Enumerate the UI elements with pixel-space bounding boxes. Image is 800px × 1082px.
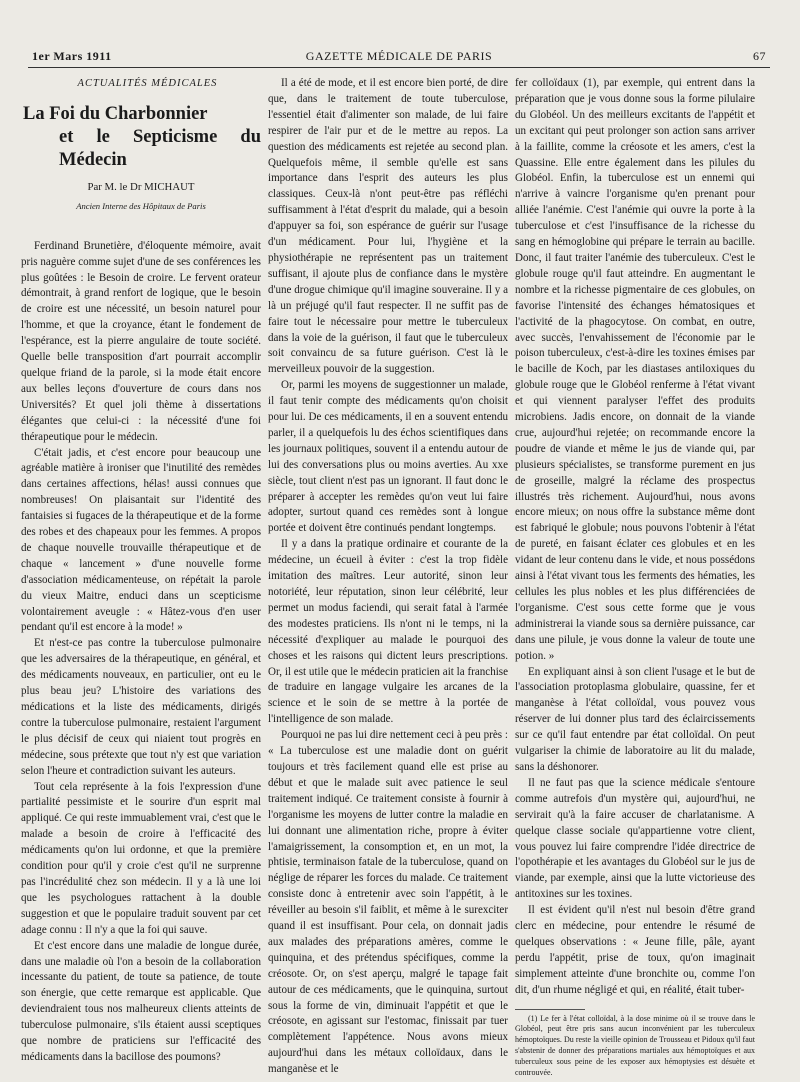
article-title [21,103,261,172]
column-1 [21,76,261,1066]
column-2 [268,76,508,1078]
footnote: (1) Le fer à l'état colloïdal, à la dose minime où il se trouve dans le Globéol, peut être pris sans aucun inconvénient par les tuberculeux hémoptoïques. Du reste la vieille opinion de Trousseau et Pidoux qu'il faut s'abstenir de donner des préparations martiales aux hémoptoïques et aux tuberculeux sous peine de les exposer aux hémoptysies est désuète et controuvée. [515,1013,755,1077]
paragraph: Ferdinand Brunetière, d'éloquente mémoire, avait pris naguère comme sujet d'une de ses conférences les plus goûtées : le Besoin de croire. Le fervent orateur démontrait, à grand renfort de logique, que le besoin de croire est une nécessité, un besoin naturel pour l'homme, et que la croyance, étant le fondement de l'espérance, est la pierre angulaire de toute société. Quelle belle transposition d'art pourrait accomplir quelque friand de la parole, si la mode était encore aux belles leçons d'ouverture de cours dans nos Universités? Et quel joli thème à dissertations élégantes que celui-ci : la nécessité d'une foi thérapeutique pour le médecin. [21,239,261,443]
header-rule [28,67,770,68]
paragraph: En expliquant ainsi à son client l'usage et le but de l'association protoplasma globulaire, quassine, fer et manganèse à l'état colloïdal, vous pouvez vous réserver de lui donner plus tard des éclaircissements sur ce qu'il faut entendre par état colloïdal. On peut vulgariser la chimie de laboratoire au lit du malade, sans la déshonorer. [515,665,755,773]
paragraph: C'était jadis, et c'est encore pour beaucoup une agréable matière à ironiser que l'inutilité des remèdes dans certaines affections, hélas! aussi connues que nombreuses! On plaisantait sur l'identité des fantaisies si fugaces de la thérapeutique et de la forme des robes et des chapeaux pour les femmes. A propos de chaque nouvelle trouvaille thérapeutique et de chaque « lancement » d'une nouvelle forme d'association médicamenteuse, on répétait la parole du vieux Maitre, enduci dans un scepticisme volontairement aveugle : « Hâtez-vous d'en user pendant qu'il est encore à la mode! » [21,446,261,634]
paragraph: Il ne faut pas que la science médicale s'entoure comme autrefois d'un mystère qui, aujourd'hui, ne servirait qu'à la faire accuser de charlatanisme. A quelque classe sociale qu'appartienne votre client, vous pouvez lui faire comprendre l'idée directrice de l'opothérapie et les avantages du Globéol sur le jus de viande, par exemple, ainsi que la lutte victorieuse des antitoxines sur les toxines. [515,776,755,901]
footnote-rule [515,1009,585,1010]
paragraph: Il y a dans la pratique ordinaire et courante de la médecine, un écueil à éviter : c'est la trop fidèle imitation des maîtres. Leur autorité, sinon leur notoriété, leur réputation, sinon leur célébrité, leur permet un modus faciendi, qui serait fatal à l'armée des modestes praticiens. Ils n'ont ni le temps, ni la nécessité d'expliquer au malade le pourquoi des choses et les raisons qui dictent leurs prescriptions. Or, il est utile que le médecin praticien ait la franchise de traduire en langage vulgaire les arcanes de la science et le soin de se mettre à la portée de l'intelligence de son malade. [268,538,508,726]
paragraph: Et c'est encore dans une maladie de longue durée, dans une maladie où l'on a besoin de la collaboration incessante du patient, de toute sa patience, de toute son énergie, que cette remarque est applicable. Que deviendraient tous nos malheureux clients atteints de tuberculose pulmonaire, s'ils étaient aussi sceptiques que nombre de praticiens sur l'efficacité des médicaments dans la bacillose des poumons? [21,939,261,1063]
running-header [28,49,770,67]
paragraph: Tout cela représente à la fois l'expression d'une partialité pessimiste et le sourire d'un esprit mal appliqué. Ce qui reste immuablement vrai, c'est que le malade a besoin de croire à l'efficacité des médicaments qu'on lui ordonne, et que la première condition pour qu'il y croie c'est qu'il ne surprenne pas l'incrédulité chez son médecin. Il y a là une loi que les psychologues rattachent à la double suggestion et que le populaire traduit souvent par cet adage connu : Il n'y a que la foi qui sauve. [21,780,261,936]
paragraph: fer colloïdaux (1), par exemple, qui entrent dans la préparation que je vous donne sous la forme pilulaire du Globéol. Un des meilleurs excitants de l'appétit et un excitant qui peut prolonger son action sans arriver à la faillite, comme la créosote et les amers, c'est la Quassine. Elle entre également dans les pilules du Globéol. Enfin, la tuberculose est un ennemi qui n'arrive à vaincre l'organisme qu'en prenant pour alliée l'anémie. C'est l'anémie qui ouvre la porte à la tuberculose et c'est l'insuffisance de la richesse du sang en hémoglobine qui prépare le terrain au bacille. Donc, il faut traiter l'anémie des tuberculeux. C'est le globule rouge qu'il faut atteindre. En augmentant le nombre et la richesse pigmentaire de ces globules, on favorise l'intensité des échanges hématosiques et l'activité de la phagocytose. On combat, en outre, avec succès, l'envahissement de l'économie par le poison tuberculeux, c'est-à-dire les toxines émises par le bacille de Koch, par les diastases antiloxiques du globule rouge que le Globéol renferme à l'état vivant et qui viennent paralyser l'effet des produits microbiens. Jadis encore, on donnait de la viande crue, aujourd'hui rejetée; on recommande encore la poudre de viande et même le jus de viande qui, par plusieurs spécialistes, se transforme purement en jus de groseille, malgré la réclame des prospectus illustrés très richement. Aujourd'hui, nous avons encore mieux; on nous offre la substance même dont est fabriqué le globule; nous pouvons l'obtenir à l'état de pureté, en faisant éclater ces globules et en les vidant de leur contenu dans le vide, et nous possédons ainsi à l'état vivant tous les ferments des hématies, les cellules les plus nobles et les plus différenciées de l'organisme. C'est sous cette forme que je vous administrerai la viande sous sa dernière puissance, car dans une pilule, je vous donne la valeur de toute une potion. » [515,77,755,662]
paragraph: Il est évident qu'il n'est nul besoin d'être grand clerc en médecine, pour entendre le résumé de quelques observations : « Jeune fille, pâle, ayant perdu l'appétit, prise de toux, qu'on imaginait simplement atteinte d'une bronchite ou, comme l'on dit, d'un rhume négligé et qui, en réalité, était tuber- [515,904,755,996]
paragraph: Il a été de mode, et il est encore bien porté, de dire que, dans le traitement de toute tuberculose, l'essentiel était d'alimenter son malade, de lui faire respirer de l'air pur et de le mettre au repos. La question des médicaments est rejetée au second plan. Quelquefois même, il semble qu'elle est sans importance dans l'esprit des auteurs les plus classiques. Ceux-là n'ont peut-être pas réfléchi suffisamment à l'état d'esprit du malade, qui a besoin d'appuyer sa foi, son espérance de guérir sur l'usage d'un médicament. Pour lui, l'hygiène et la physiothérapie ne représentent pas un traitement suffisant, il ajoute plus de confiance dans le mystère d'une drogue chimique qu'il imagine souveraine. Il y a là un préjugé qu'il faut respecter. Il ne suffit pas de faire tout le nécessaire pour mettre le tuberculeux dans la voie de la guérison, il faut que le tuberculeux soit convaincu de sa future guérison. C'est là le merveilleux pouvoir de la suggestion. [268,77,508,376]
column-3 [515,76,755,1078]
page-number: 67 [753,49,766,63]
issue-date: 1er Mars 1911 [32,49,112,63]
article-heading [21,103,261,215]
title-line-2: et le Septicisme du Médecin [59,126,261,170]
paragraph: Et n'est-ce pas contre la tuberculose pulmonaire que les adversaires de la thérapeutique, en général, et des médicaments nouveaux, en particulier, ont eu le plus beau jeu? L'histoire des variations des médications et la liste des médicaments, dirigés contre la tuberculose pulmonaire, restaient l'argument le plus décisif de ceux qui niaient tout progrès en médecine, sous prétexte que tout n'y est que variation selon l'heure et contradiction suivant les auteurs. [21,637,261,777]
title-line-1: La Foi du Charbonnier [23,103,208,124]
paragraph: Or, parmi les moyens de suggestionner un malade, il faut tenir compte des médicaments qu'on choisit pour lui. De ces médicaments, il en a souvent entendu parler, il a quelquefois lu des échos scientifiques dans les journaux politiques, souvent il a entendu autour de lui des conversations plus ou moins averties. Au xxe siècle, tout client n'est pas un ignorant. Il faut donc le préparer à accepter les remèdes qu'on veut lui faire adopter, surtout quand ces remèdes sont à longue portée et doivent être continués pendant longtemps. [268,379,508,535]
paragraph: Pourquoi ne pas lui dire nettement ceci à peu près : « La tuberculose est une maladie dont on guérit toujours et très facilement quand elle est prise au début et que le malade suit avec patience le seul traitement indiqué. Ce traitement consiste à fournir à l'organisme les moyens de lutter contre la maladie en lui donnant une alimentation riche, propre à éviter l'amaigrissement, la consomption et, en un mot, la phtisie, terminaison fatale de la tuberculose, quand on néglige de réparer les forces du malade. Ce traitement consiste donc à entretenir avec soin l'appétit, à le réveiller au besoin s'il faiblit, et même à le surexciter quand il est insuffisant. Pour cela, on donnait jadis aux malades des préparations amères, comme le quinquina, et des prétendus spécifiques, comme la créosote. Or, on s'est aperçu, malgré le tapage fait autour de ces médicaments, que le quinquina, surtout sous la forme de vin, diminuait l'appétit et que le créosote, en agissant sur l'estomac, finissait par tuer complètement l'appétence. Nous avons mieux aujourd'hui dans les métaux colloïdaux, dans le manganèse et le [268,729,508,1076]
section-label: ACTUALITÉS MÉDICALES [77,78,218,89]
author-title: Ancien Interne des Hôpitaux de Paris [76,200,206,211]
author-byline: Par M. le Dr MICHAUT [87,180,195,193]
journal-title: GAZETTE MÉDICALE DE PARIS [305,49,493,63]
